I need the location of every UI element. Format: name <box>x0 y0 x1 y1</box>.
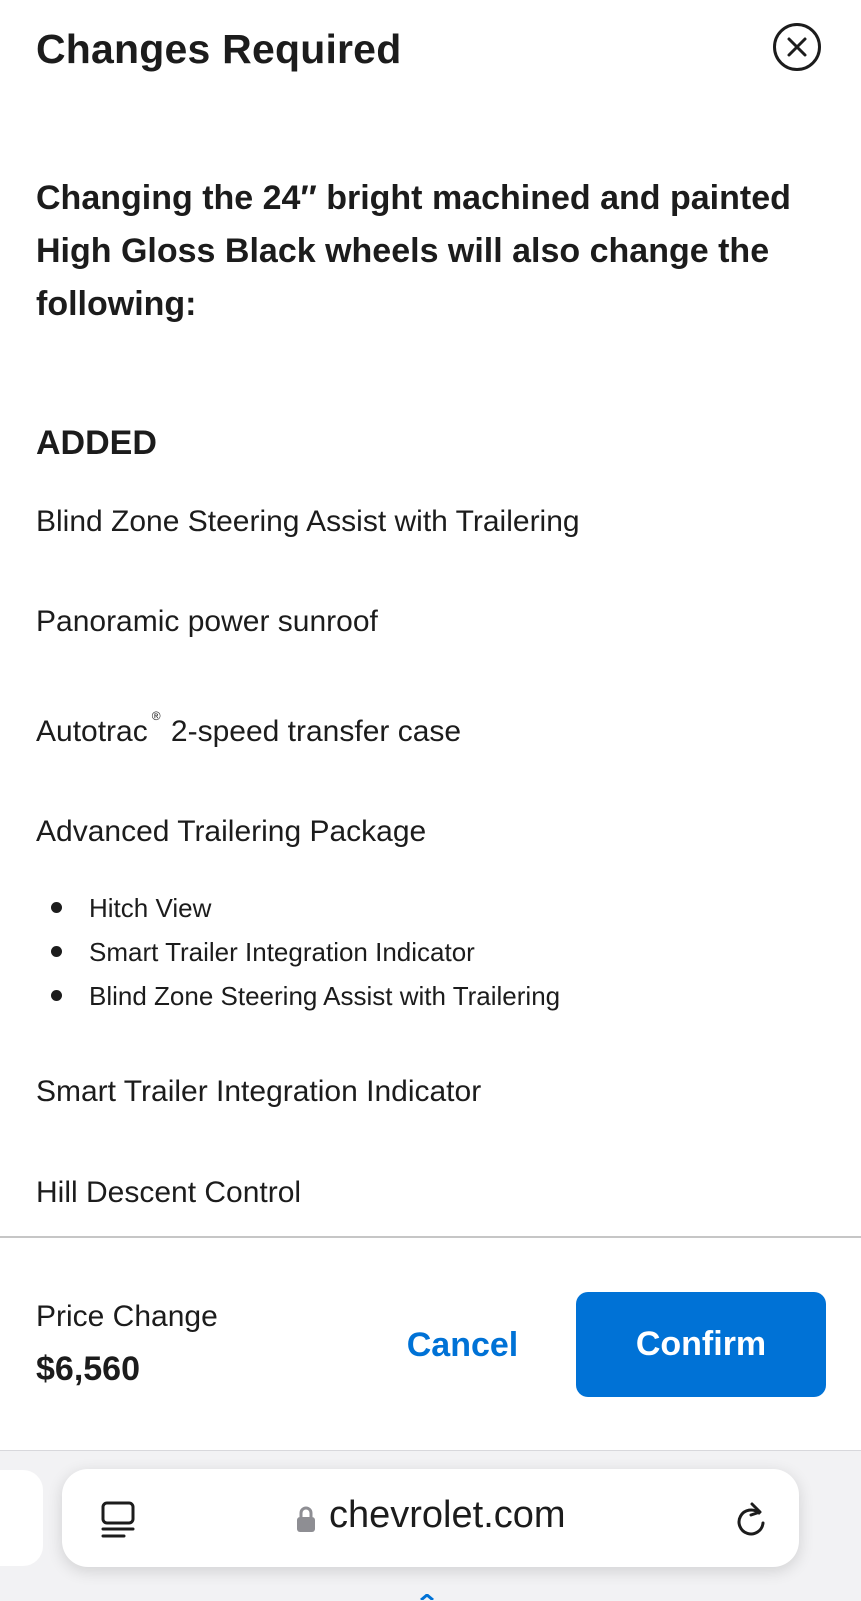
url-text[interactable]: chevrolet.com <box>329 1494 566 1536</box>
list-item-label: Hitch View <box>89 893 212 923</box>
added-item: Panoramic power sunroof <box>36 605 378 638</box>
added-heading: ADDED <box>36 424 157 462</box>
bullet-icon <box>51 902 62 913</box>
registered-mark: ® <box>151 709 161 723</box>
price-change-label: Price Change <box>36 1300 218 1333</box>
reload-icon[interactable] <box>733 1499 769 1539</box>
added-item-label: Autotrac <box>36 715 148 748</box>
previous-tab-preview[interactable] <box>0 1470 43 1566</box>
added-item-label-suffix: 2-speed transfer case <box>170 715 462 748</box>
list-item <box>48 930 560 974</box>
price-change-value: $6,560 <box>36 1350 140 1388</box>
close-button[interactable] <box>773 23 821 71</box>
chevron-up-icon <box>420 1594 434 1600</box>
bullet-icon <box>51 946 62 957</box>
list-item <box>48 886 560 930</box>
cancel-button[interactable]: Cancel <box>406 1326 519 1364</box>
added-item: Advanced Trailering Package <box>36 815 427 848</box>
lock-icon <box>296 1505 316 1533</box>
bullet-icon <box>51 990 62 1001</box>
change-description: Changing the 24″ bright machined and painted High Gloss Black wheels will also change the following: <box>36 179 791 323</box>
list-item-label: Blind Zone Steering Assist with Trailering <box>89 981 561 1011</box>
added-item: Smart Trailer Integration Indicator <box>36 1075 482 1108</box>
added-item: Blind Zone Steering Assist with Trailering <box>36 505 580 538</box>
list-item <box>48 974 560 1018</box>
added-item <box>36 709 462 749</box>
added-item: Hill Descent Control <box>36 1176 302 1209</box>
tab-overview-icon[interactable] <box>100 1500 136 1540</box>
list-item-label: Smart Trailer Integration Indicator <box>89 937 475 967</box>
confirm-button[interactable]: Confirm <box>576 1292 826 1397</box>
close-icon <box>786 36 808 58</box>
package-contents-list <box>48 886 560 1018</box>
modal-title: Changes Required <box>36 26 402 72</box>
